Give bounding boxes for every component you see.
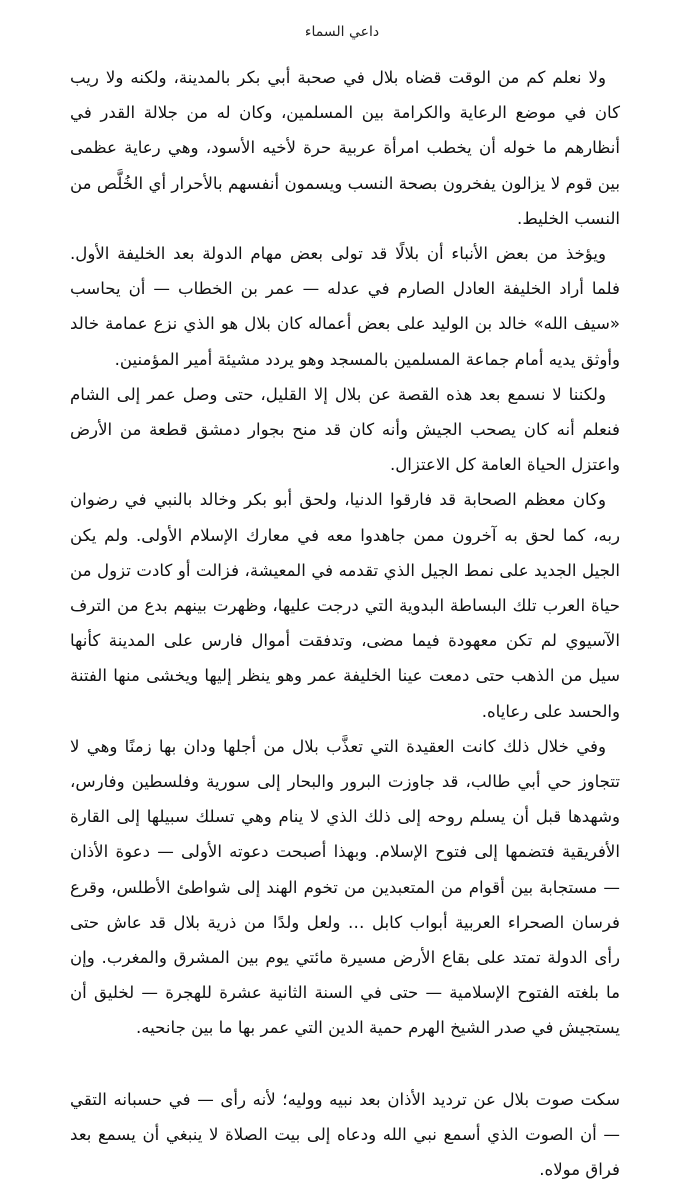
paragraph-2: ويؤخذ من بعض الأنباء أن بلالًا قد تولى بعض مهام الدولة بعد الخليفة الأول. فلما أراد الخليفة العادل الصارم في عدله — عمر بن الخطاب — أن يحاسب «سيف الله» خالد بن الوليد على بعض أعماله كان بلال هو الذي نزع عمامة خالد وأوثق يديه أمام جماعة المسلمين بالمسجد وهو يردد مشيئة أمير المؤمنين. [70,244,620,369]
section-break [70,1046,620,1082]
paragraph-3: ولكننا لا نسمع بعد هذه القصة عن بلال إلا القليل، حتى وصل عمر إلى الشام فنعلم أنه كان يصحب الجيش وأنه كان قد منح بجوار دمشق قطعة من الأرض واعتزل الحياة العامة كل الاعتزال. [70,384,620,475]
paragraph-5: وفي خلال ذلك كانت العقيدة التي تعذَّب بلال من أجلها ودان بها زمنًا وهي لا تتجاوز حي أبي طالب، قد جاوزت البرور والبحار إلى سورية وفلسطين وفارس، وشهدها قبل أن يسلم روحه إلى ذلك الذي لا ينام وهي تسلك سبيلها إلى القارة الأفريقية فتضمها إلى فتوح الإسلام. وبهذا أصبحت دعوته الأولى — دعوة الأذان — مستجابة بين أقوام من المتعبدين من تخوم الهند إلى شواطئ الأطلس، وقرع فرسان الصحراء العربية أبواب كابل … ولعل ولدًا من ذرية بلال قد عاش حتى رأى الدولة تمتد على بقاع الأرض مسيرة مائتي يوم بين المشرق والمغرب. وإن ما بلغته الفتوح الإسلامية — حتى في السنة الثانية عشرة للهجرة — لخليق أن يستجيش في صدر الشيخ الهرم حمية الدين التي عمر بها ما بين جانحيه. [70,736,620,1038]
running-header: داعي السماء [304,24,380,40]
paragraph-6: سكت صوت بلال عن ترديد الأذان بعد نبيه ووليه؛ لأنه رأى — في حسبانه التقي — أن الصوت الذي أسمع نبي الله ودعاه إلى بيت الصلاة لا ينبغي أن يسمع بعد فراق مولاه. [70,1089,620,1180]
page-body [70,60,620,1187]
paragraph-1: ولا نعلم كم من الوقت قضاه بلال في صحبة أبي بكر بالمدينة، ولكنه ولا ريب كان في موضع الرعاية والكرامة بين المسلمين، وكان له من جلالة القدر في أنظارهم ما خوله أن يخطب امرأة عربية حرة لأخيه الأسود، وهي رعاية عظمى بين قوم لا يزالون يفخرون بصحة النسب ويسمون أنفسهم بالأحرار أي الخُلَّص من النسب الخليط. [70,68,620,228]
paragraph-4: وكان معظم الصحابة قد فارقوا الدنيا، ولحق أبو بكر وخالد بالنبي في رضوان ربه، كما لحق به آخرون ممن جاهدوا معه في معارك الإسلام الأولى. ولم يكن الجيل الجديد على نمط الجيل الذي تقدمه في المعيشة، فزالت أو كادت تزول من حياة العرب تلك البساطة البدوية التي درجت عليها، وظهرت بينهم بدع من الترف الآسيوي لم تكن معهودة فيما مضى، وتدفقت أموال فارس على المدينة كأنها سيل من الذهب حتى دمعت عينا الخليفة عمر وهو ينظر إليها ويخشى منها الفتنة والحسد على رعاياه. [70,490,620,721]
